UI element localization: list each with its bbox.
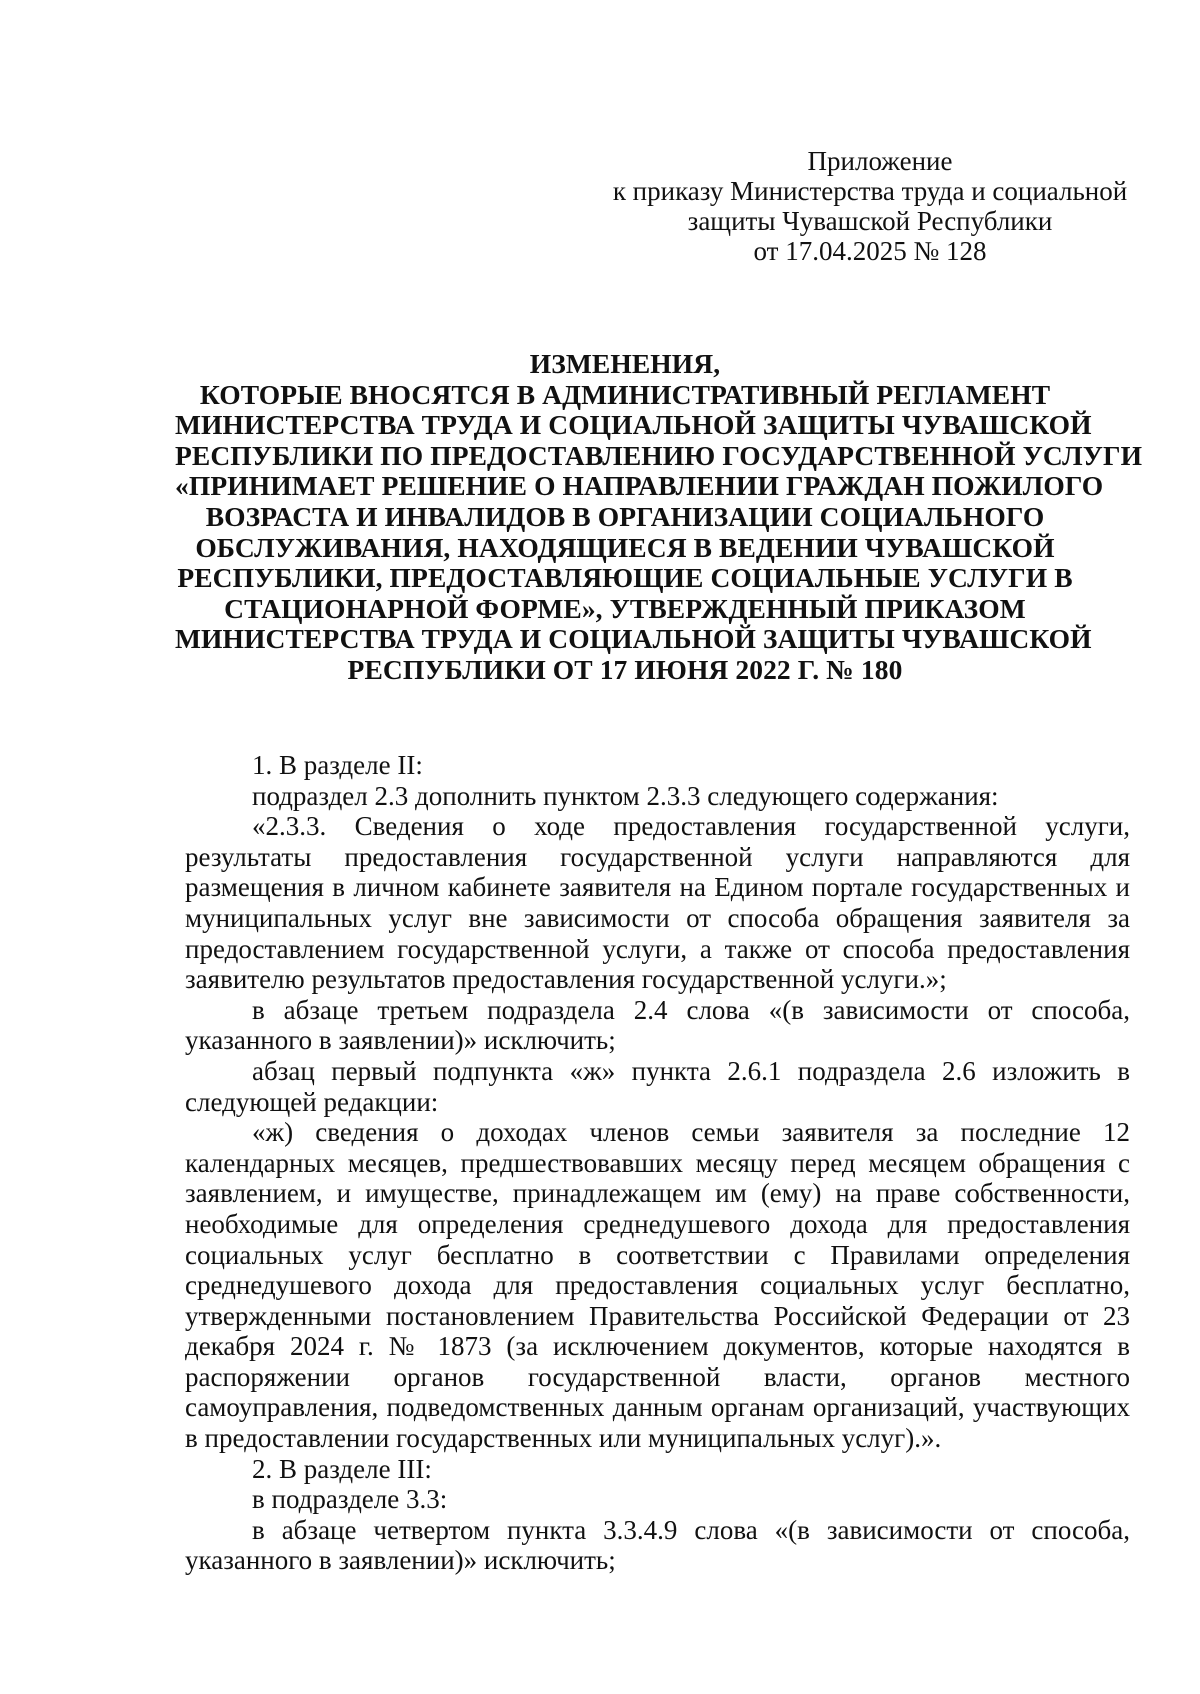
body-paragraph: 1. В разделе II: — [252, 750, 423, 780]
body-paragraph: подраздел 2.3 дополнить пунктом 2.3.3 следующего содержания: — [252, 780, 999, 811]
heading-line: КОТОРЫЕ ВНОСЯТСЯ В АДМИНИСТРАТИВНЫЙ РЕГЛАМЕНТ — [199, 378, 1051, 410]
body-paragraph: в абзаце четвертом пункта 3.3.4.9 слова «(в зависимости от способа, указанного в заявлении)» исключить; — [185, 1514, 1130, 1576]
body-paragraph: «2.3.3. Сведения о ходе предоставления государственной услуги, результаты предоставления государственной услуги направляются для размещения в личном кабинете заявителя на Едином портале государственных и муниципальных услуг вне зависимости от способа обращения заявителя за предоставлением государственной услуги, а также от способа предоставления заявителю результатов предоставления государственной услуги.»; — [185, 811, 1130, 995]
heading-line: ИЗМЕНЕНИЯ, — [529, 348, 721, 379]
heading-line: «ПРИНИМАЕТ РЕШЕНИЕ О НАПРАВЛЕНИИ ГРАЖДАН ПОЖИЛОГО — [175, 470, 1104, 502]
body-paragraph: «ж) сведения о доходах членов семьи заявителя за последние 12 календарных месяцев, предшествовавших месяцу перед месяцем обращения с заявлением, и имуществе, принадлежащем им (ему) на праве собственности, необходимые для определения среднедушевого дохода для предоставления социальных услуг бесплатно в соответствии с Правилами определения среднедушевого дохода для предоставления социальных услуг бесплатно, утвержденными постановлением Правительства Российской Федерации от 23 декабря 2024 г. № 1873 (за исключением документов, которые находятся в распоряжении органов государственной власти, органов местного самоуправления, подведомственных данным органам организаций, участвующих в предоставлении государственных или муниципальных услуг).». — [185, 1117, 1130, 1454]
heading-line: РЕСПУБЛИКИ ПО ПРЕДОСТАВЛЕНИЮ ГОСУДАРСТВЕННОЙ УСЛУГИ — [175, 439, 1143, 471]
appendix-date-number: от 17.04.2025 № 128 — [753, 236, 987, 266]
heading-line: РЕСПУБЛИКИ, ПРЕДОСТАВЛЯЮЩИЕ СОЦИАЛЬНЫЕ УСЛУГИ В — [177, 562, 1073, 594]
heading-line: РЕСПУБЛИКИ ОТ 17 ИЮНЯ 2022 Г. № 180 — [347, 653, 903, 685]
body-paragraph: 2. В разделе III: — [252, 1453, 432, 1484]
heading-line: СТАЦИОНАРНОЙ ФОРМЕ», УТВЕРЖДЕННЫЙ ПРИКАЗОМ — [224, 592, 1026, 624]
heading-line: МИНИСТЕРСТВА ТРУДА И СОЦИАЛЬНОЙ ЗАЩИТЫ ЧУВАШСКОЙ — [175, 409, 1092, 441]
body-paragraph: в абзаце третьем подраздела 2.4 слова «(в зависимости от способа, указанного в заявлении)» исключить; — [185, 994, 1130, 1056]
body-paragraph: абзац первый подпункта «ж» пункта 2.6.1 подраздела 2.6 изложить в следующей редакции: — [185, 1055, 1130, 1117]
document-heading — [175, 348, 1143, 686]
heading-line: ОБСЛУЖИВАНИЯ, НАХОДЯЩИЕСЯ В ВЕДЕНИИ ЧУВАШСКОЙ — [195, 531, 1055, 563]
heading-line: МИНИСТЕРСТВА ТРУДА И СОЦИАЛЬНОЙ ЗАЩИТЫ ЧУВАШСКОЙ — [175, 623, 1092, 655]
heading-line: ВОЗРАСТА И ИНВАЛИДОВ В ОРГАНИЗАЦИИ СОЦИАЛЬНОГО — [205, 500, 1045, 532]
appendix-block — [590, 146, 1150, 266]
body-paragraph: в подразделе 3.3: — [252, 1484, 448, 1515]
document-body — [185, 750, 1130, 1576]
appendix-order-line: к приказу Министерства труда и социальной — [612, 176, 1128, 206]
appendix-ministry-line: защиты Чувашской Республики — [687, 206, 1053, 236]
appendix-title: Приложение — [807, 146, 953, 176]
